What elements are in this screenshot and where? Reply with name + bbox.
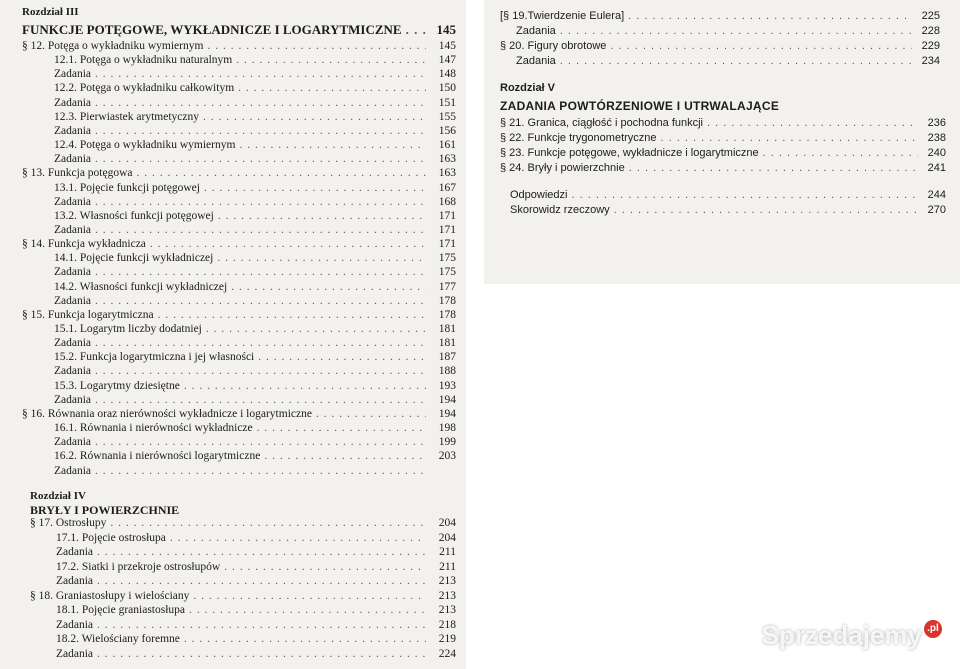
toc-entry-page: 167 [438,181,456,194]
leader-dots [203,111,426,123]
toc-entry-page: 213 [438,604,456,616]
toc-left-page [0,0,466,669]
chapter-4-label: Rozdział IV [30,490,86,502]
toc-entry-page: 213 [438,589,456,602]
leader-dots [97,648,426,660]
leader-dots [95,196,426,208]
toc-entry-page: 181 [438,337,456,350]
toc-entry-label: 17.1. Pojęcie ostrosłupa [56,531,166,544]
leader-dots [95,97,426,109]
toc-entry-page: 228 [921,25,940,37]
toc-entry-label: § 23. Funkcje potęgowe, wykładnicze i logarytmiczne [500,147,759,159]
toc-entry-label: 12.3. Pierwiastek arytmetyczny [54,110,199,123]
toc-entry-page: 163 [438,167,456,180]
toc-entry [54,281,456,293]
toc-entry-page: 147 [438,54,456,67]
toc-entry-label: § 14. Funkcja wykładnicza [22,238,146,251]
toc-entry-label: 15.1. Logarytm liczby dodatniej [54,323,202,335]
leader-dots [707,117,918,129]
leader-dots [257,422,426,434]
toc-entry [54,436,456,448]
leader-dots [158,309,426,321]
toc-entry-label: Skorowidz rzeczowy [510,204,610,216]
toc-entry-label: 12.4. Potęga o wykładniku wymiernym [54,139,236,152]
chapter-3-title-row [22,22,456,38]
toc-entry [22,309,456,321]
toc-entry [54,196,456,208]
toc-entry-label: 17.2. Siatki i przekroje ostrosłupów [56,560,221,573]
toc-entry-page: 178 [438,308,456,321]
toc-entry-page: 234 [921,55,940,67]
leader-dots [95,365,426,377]
leader-dots [189,604,426,616]
toc-entry [516,55,940,67]
toc-entry [54,422,456,434]
leader-dots [170,532,426,544]
toc-entry-label: Zadania [54,195,92,208]
leader-dots [193,590,426,602]
toc-entry-page: 156 [438,124,456,137]
leader-dots [95,465,426,477]
toc-entry [54,394,456,406]
toc-entry-label: Zadania [54,266,92,279]
toc-entry-page: 177 [438,280,456,293]
toc-entry-label: Odpowiedzi [510,189,568,201]
leader-dots [629,162,918,174]
toc-entry-page: 219 [438,633,456,645]
leader-dots [628,10,912,22]
toc-entry-page: 229 [921,40,940,52]
toc-entry-page: 148 [438,68,456,81]
toc-entry-page: 213 [438,575,456,587]
toc-entry-label: § 17. Ostrosłupy [30,517,107,529]
toc-entry-label: Zadania [56,575,94,587]
leader-dots [95,153,426,165]
toc-entry-label: 18.2. Wielościany foremne [56,633,180,645]
toc-entry-label: § 13. Funkcja potęgowa [22,167,133,180]
toc-entry-label: 16.1. Równania i nierówności wykładnicze [54,422,253,435]
leader-dots [184,380,426,392]
toc-entry-label: Zadania [54,124,92,137]
toc-entry-label: § 16. Równania oraz nierówności wykładnicze i logarytmiczne [22,407,312,420]
toc-entry [54,323,456,335]
toc-entry [54,337,456,349]
toc-entry [54,97,456,109]
toc-entry [56,546,456,558]
toc-entry [22,40,456,52]
toc-entry-page: 187 [438,351,456,364]
toc-entry [54,252,456,264]
toc-entry [500,10,940,22]
leader-dots [610,40,912,52]
toc-entry [30,517,456,529]
toc-entry-page: 204 [438,531,456,544]
toc-entry-label: § 12. Potęga o wykładniku wymiernym [22,40,204,52]
toc-entry-label: § 20. Figury obrotowe [500,40,607,52]
toc-entry [22,238,456,250]
toc-entry [56,648,456,660]
toc-entry-label: Zadania [54,337,92,350]
toc-entry-page: 145 [438,40,456,52]
chapter-5-label: Rozdział V [500,82,556,94]
toc-entry-label: 18.1. Pojęcie graniastosłupa [56,604,186,616]
chapter-4-title: BRYŁY I POWIERZCHNIE [30,503,180,517]
leader-dots [95,125,426,137]
toc-entry-label: Zadania [56,618,94,631]
leader-dots [231,281,426,293]
toc-entry-label: Zadania [54,294,92,307]
toc-entry-label: 15.2. Funkcja logarytmiczna i jej własności [54,351,255,364]
toc-entry [54,153,456,165]
toc-entry-page: 168 [438,195,456,208]
leader-dots [95,394,426,406]
leader-dots [95,337,426,349]
toc-entry-label: 14.2. Własności funkcji wykładniczej [54,280,228,293]
toc-entry [56,633,456,645]
leader-dots [217,252,426,264]
toc-entry-label: Zadania [54,464,92,477]
chapter-5-title: ZADANIA POWTÓRZENIOWE I UTRWALAJĄCE [500,99,780,113]
leader-dots [95,68,426,80]
toc-entry-page: 193 [438,379,456,392]
toc-entry-page: 211 [439,546,456,558]
leader-dots [97,619,426,631]
toc-entry-page: 224 [438,647,456,660]
toc-entry-page: 198 [438,422,456,435]
toc-entry-label: § 15. Funkcja logarytmiczna [22,308,154,321]
toc-entry [500,162,946,174]
toc-entry-page: 240 [927,147,946,159]
toc-entry [54,82,456,94]
chapter-3-title: FUNKCJE POTĘGOWE, WYKŁADNICZE I LOGARYTMICZNE [22,22,402,37]
toc-entry-label: Zadania [54,365,92,378]
toc-entry-page: 194 [438,407,456,420]
toc-entry [54,351,456,363]
toc-entry [54,210,456,222]
toc-entry-label: § 21. Granica, ciągłość i pochodna funkcji [500,117,704,129]
leader-dots [97,575,426,587]
toc-entry-label: 14.1. Pojęcie funkcji wykładniczej [54,252,214,265]
leader-dots [110,517,426,529]
toc-entry-label: Zadania [54,153,92,166]
leader-dots [95,295,426,307]
toc-entry-label: Zadania [56,546,94,558]
toc-entry [510,204,946,216]
toc-entry-label: Zadania [54,96,92,109]
toc-entry [500,147,946,159]
toc-entry-label: 13.1. Pojęcie funkcji potęgowej [54,181,200,194]
toc-entry-page: 204 [438,517,456,529]
toc-entry-page: 151 [438,96,456,109]
toc-entry-page: 163 [438,153,456,166]
toc-entry [500,40,940,52]
toc-entry [54,182,456,194]
leader-dots [571,189,918,201]
toc-entry-page: 270 [927,204,946,216]
toc-entry [54,295,456,307]
leader-dots [150,238,426,250]
toc-entry [54,465,456,477]
leader-dots [204,182,426,194]
leader-dots [560,55,912,67]
chapter-3-page: 145 [436,22,456,37]
toc-entry-page: 171 [438,238,456,251]
toc-entry-page: 203 [438,450,456,463]
leader-dots [258,351,426,363]
toc-entry [54,380,456,392]
toc-entry-label: 16.2. Równania i nierówności logarytmiczne [54,450,261,463]
watermark-text: Sprzedajemy [761,620,922,650]
toc-entry-page: 211 [439,560,456,573]
leader-dots [184,633,426,645]
leader-dots [206,323,426,335]
leader-dots [224,561,426,573]
toc-entry-page: 225 [921,10,940,22]
toc-entry-page: 171 [438,209,456,222]
toc-entry [22,408,456,420]
toc-entry-label: Zadania [54,436,92,449]
toc-entry [54,266,456,278]
watermark-logo [762,620,942,651]
toc-entry-label: 13.2. Własności funkcji potęgowej [54,209,214,222]
toc-entry-label: § 24. Bryły i powierzchnie [500,162,625,174]
toc-entry [56,561,456,573]
toc-entry-page: 178 [438,294,456,307]
toc-entry [22,167,456,179]
toc-entry-page: 241 [927,162,946,174]
toc-entry [56,532,456,544]
watermark-badge: .pl [924,620,942,638]
leader-dots [218,210,426,222]
toc-entry [54,450,456,462]
toc-entry [54,224,456,236]
toc-entry [516,25,940,37]
toc-entry-page: 199 [438,436,456,449]
toc-entry-label: Zadania [54,223,92,236]
toc-entry [54,139,456,151]
toc-entry-page: 194 [438,393,456,406]
leader-dots [238,82,426,94]
toc-entry-page: 161 [438,139,456,152]
toc-entry-page: 181 [438,323,456,335]
toc-entry-page: 171 [438,223,456,236]
toc-entry [56,604,456,616]
toc-entry-page: 238 [927,132,946,144]
toc-entry [54,365,456,377]
toc-entry-label: [§ 19.Twierdzenie Eulera] [500,10,625,22]
toc-entry-label: Zadania [56,647,94,660]
toc-entry-label: Zadania [516,55,556,67]
toc-entry-label: § 22. Funkcje trygonometryczne [500,132,657,144]
toc-entry [56,575,456,587]
leader-dots [264,450,426,462]
leader-dots [614,204,918,216]
leader-dots [137,167,426,179]
toc-entry [54,68,456,80]
leader-dots [661,132,918,144]
toc-entry-label: Zadania [54,393,92,406]
toc-entry-page: 150 [438,82,456,95]
chapter-3-label: Rozdział III [22,6,79,18]
leader-dots [95,266,426,278]
toc-entry [500,132,946,144]
toc-entry-label: Zadania [516,25,556,37]
toc-entry [510,189,946,201]
toc-entry-label: Zadania [54,68,92,81]
toc-entry-label: 12.1. Potęga o wykładniku naturalnym [54,54,233,67]
toc-entry [56,619,456,631]
toc-entry-page: 155 [438,110,456,123]
toc-entry-label: 15.3. Logarytmy dziesiętne [54,379,180,392]
toc-entry-page: 175 [438,266,456,279]
leader-dots [95,224,426,236]
leader-dots [316,408,426,420]
toc-entry-label: 12.2. Potęga o wykładniku całkowitym [54,82,235,95]
leader-dots [239,139,426,151]
toc-entry [500,117,946,129]
toc-entry-page: 188 [438,365,456,378]
toc-entry-page: 218 [438,618,456,631]
leader-dots [95,436,426,448]
toc-entry-page: 244 [927,189,946,201]
toc-entry [30,590,456,602]
toc-right-page [484,0,960,284]
leader-dots [207,40,426,52]
toc-entry [54,125,456,137]
leader-dots [560,25,912,37]
leader-dots [236,54,426,66]
toc-entry [54,111,456,123]
leader-dots [406,22,426,38]
leader-dots [97,546,426,558]
toc-entry-page: 175 [438,252,456,265]
toc-entry-label: § 18. Graniastosłupy i wielościany [30,589,190,602]
toc-entry-page: 236 [927,117,946,129]
leader-dots [763,147,918,159]
toc-entry [54,54,456,66]
